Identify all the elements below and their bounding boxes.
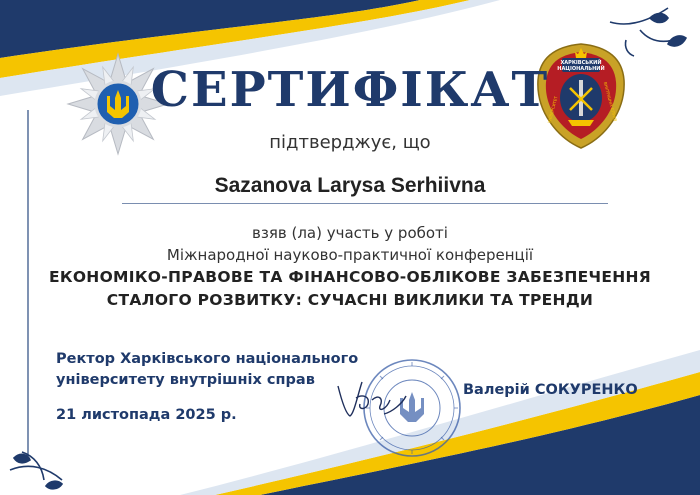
conference-title-line2: СТАЛОГО РОЗВИТКУ: СУЧАСНІ ВИКЛИКИ ТА ТРЕНДИ (106, 291, 594, 309)
signer-position-line1: Ректор Харківського національного (56, 351, 359, 367)
emblem-right-text: ВНУТРІШНІХ СПРАВ (602, 81, 619, 122)
bottom-left-ornament (10, 452, 62, 489)
signer-position-line2: університету внутрішніх справ (56, 372, 315, 388)
signer-name: Валерій СОКУРЕНКО (463, 382, 638, 398)
participation-line: взяв (ла) участь у роботі (252, 224, 448, 242)
emblem-left-text: УНІВЕРСИТЕТ (546, 95, 559, 124)
emblem-banner-line1: ХАРКІВСЬКИЙ (560, 60, 602, 66)
signature-date: 21 листопада 2025 р. (56, 407, 237, 423)
emblem-banner-line2: НАЦІОНАЛЬНИЙ (557, 66, 605, 72)
conference-type: Міжнародної науково-практичної конференції (166, 246, 534, 264)
name-underline (122, 203, 608, 204)
certificate-title: СЕРТИФІКАТ (150, 62, 550, 118)
confirms-text: підтверджує, що (269, 132, 431, 153)
handwritten-signature (332, 374, 412, 424)
conference-title-line1: ЕКОНОМІКО-ПРАВОВЕ ТА ФІНАНСОВО-ОБЛІКОВЕ ЗАБЕЗПЕЧЕННЯ (48, 268, 652, 286)
recipient-name: Sazanova Larysa Serhiivna (214, 174, 486, 197)
